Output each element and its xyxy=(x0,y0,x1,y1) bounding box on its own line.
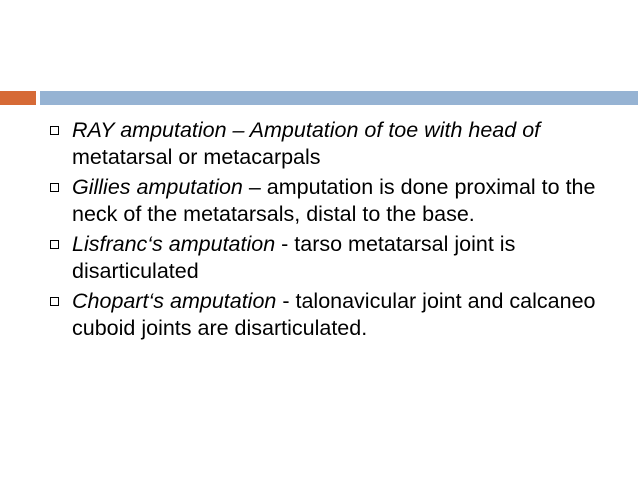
square-bullet-icon xyxy=(50,240,59,249)
bullet-text: - talonavicular joint and calcaneo cuboid joints are disarticulated. xyxy=(72,289,596,340)
square-bullet-icon xyxy=(50,297,59,306)
list-item-ray-amputation xyxy=(46,117,616,171)
list-item-gillies-amputation xyxy=(46,174,616,228)
bullet-text: metatarsal or metacarpals xyxy=(72,145,321,169)
bullet-list xyxy=(46,117,616,345)
bullet-text: – amputation is done proximal to the neck of the metatarsals, distal to the base. xyxy=(72,175,596,226)
header-accent-bar xyxy=(0,91,638,105)
bullet-term: Lisfranc‘s amputation xyxy=(72,232,276,256)
list-item-chopart-amputation xyxy=(46,288,616,342)
bullet-text: - tarso metatarsal joint is disarticulated xyxy=(72,232,516,283)
square-bullet-icon xyxy=(50,126,59,135)
list-item-lisfranc-amputation xyxy=(46,231,616,285)
bullet-term: RAY amputation – Amputation of toe with head of xyxy=(72,118,541,142)
accent-blue-segment xyxy=(40,91,638,105)
bullet-term: Gillies amputation xyxy=(72,175,243,199)
accent-orange-segment xyxy=(0,91,36,105)
bullet-term: Chopart‘s amputation xyxy=(72,289,277,313)
square-bullet-icon xyxy=(50,183,59,192)
